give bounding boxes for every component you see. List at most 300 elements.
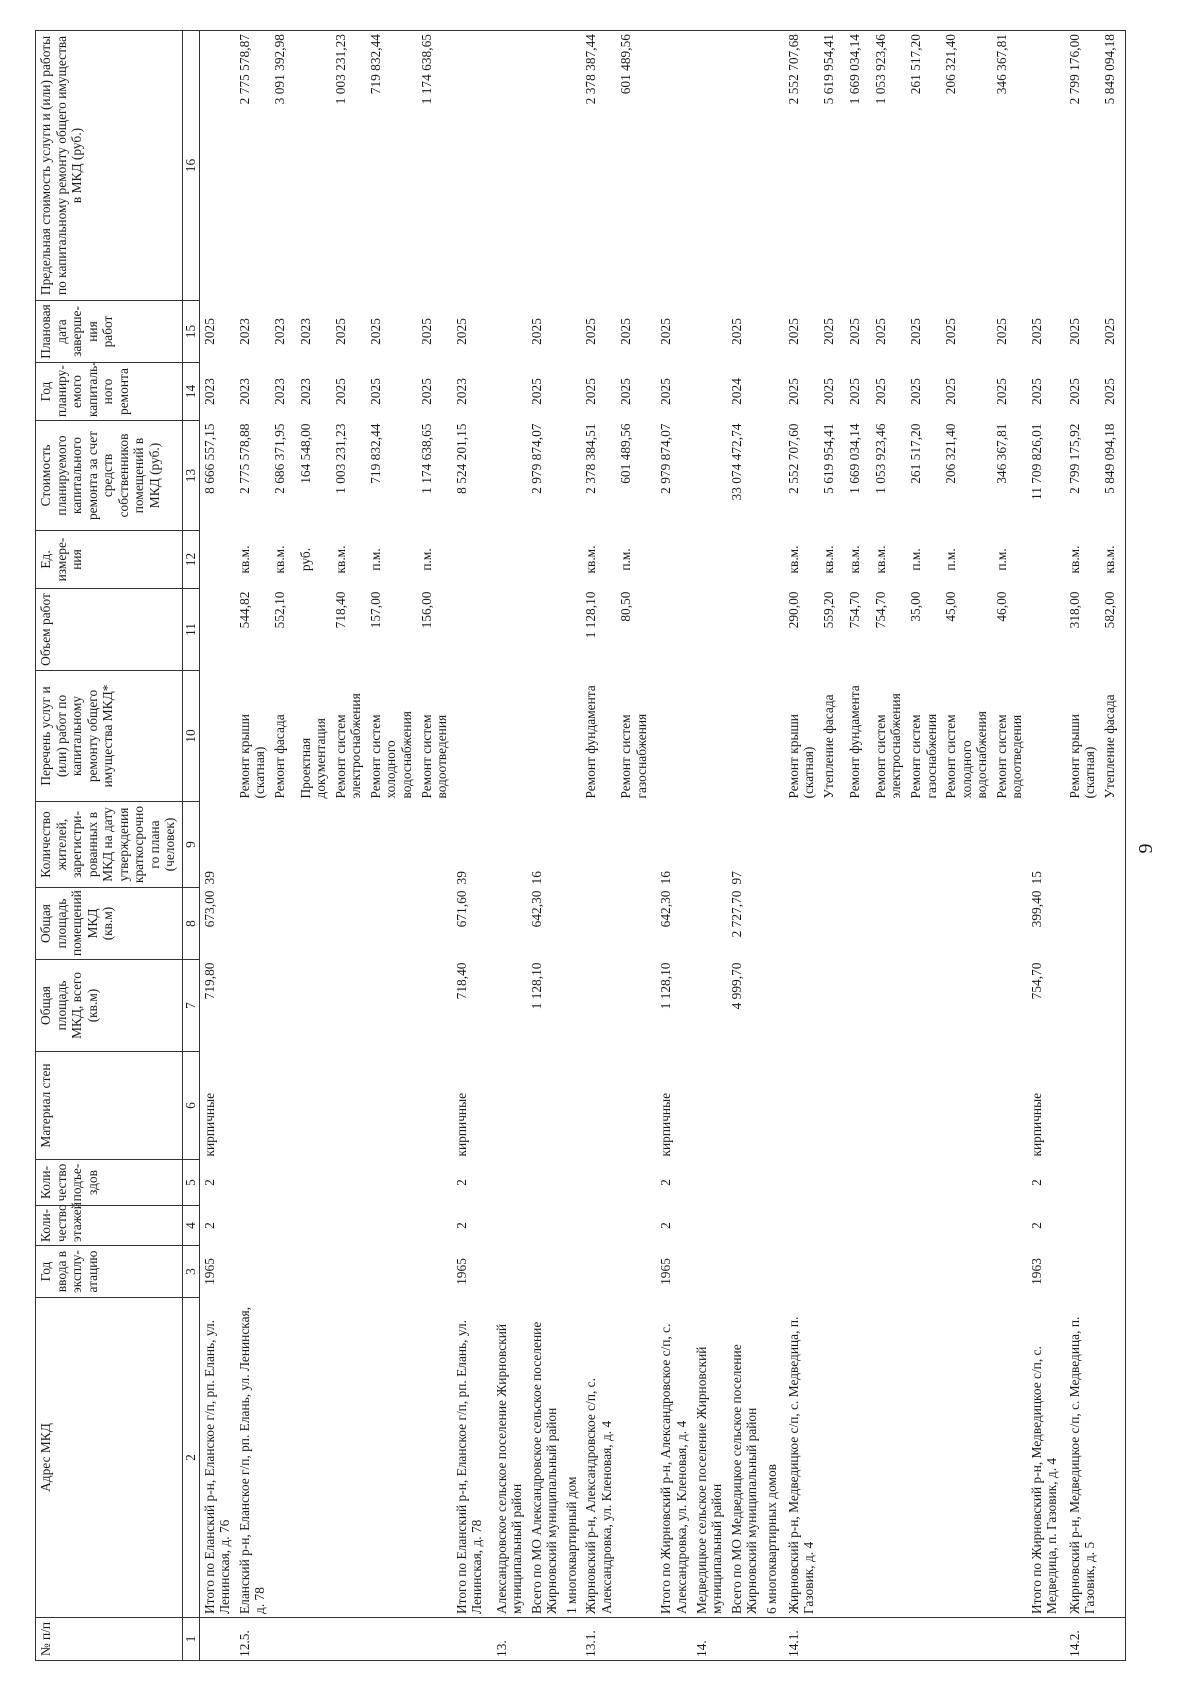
year-built: [845, 1246, 871, 1298]
planned-cost: 2 979 874,07: [528, 423, 544, 494]
total-area: [562, 960, 582, 1052]
entrances: [871, 1160, 906, 1206]
year-built: [871, 1246, 906, 1298]
completion-date: 2023: [236, 318, 252, 345]
residents: [819, 802, 845, 888]
max-cost: 5 619 954,41: [819, 31, 845, 301]
planned-cost: [762, 421, 784, 531]
floors: 2: [1028, 1222, 1044, 1229]
completion-date: 2025: [1028, 318, 1044, 345]
unit: [656, 531, 691, 589]
planned-year: 2025: [528, 378, 544, 405]
table-row: [1100, 31, 1126, 1661]
year-built: [692, 1246, 727, 1298]
column-header: Количество жителей, зарегистри-рованных в МКД на дату утверждения краткосрочно го плана (человек): [36, 802, 183, 888]
column-header: Год планиру-емого капиталь-ного ремонта: [36, 363, 183, 421]
total-area: [992, 960, 1027, 1052]
rooms-area: [616, 888, 656, 960]
column-header: № п/п: [36, 1618, 183, 1661]
work-volume: [527, 589, 562, 671]
completion-date: 2025: [583, 318, 599, 345]
address: [941, 1298, 992, 1618]
rooms-area: [762, 888, 784, 960]
work-volume: 1 128,10: [583, 591, 599, 639]
work-volume: 718,40: [332, 591, 348, 629]
unit: [727, 531, 762, 589]
column-header: Адрес МКД: [36, 1298, 183, 1618]
planned-cost: 719 832,44: [367, 423, 383, 484]
wall-material: [692, 1052, 727, 1160]
total-area: [417, 960, 452, 1052]
unit: п.м.: [943, 548, 959, 571]
max-cost: 5 849 094,18: [1100, 31, 1126, 301]
work-volume: 754,70: [872, 591, 888, 629]
floors: [1065, 1206, 1100, 1246]
row-number: [845, 1618, 871, 1661]
work-volume: 754,70: [846, 591, 862, 629]
planned-year: 2025: [658, 378, 674, 405]
year-built: [562, 1246, 582, 1298]
wall-material: [992, 1052, 1027, 1160]
unit: кв.м.: [820, 545, 836, 574]
work-type: [656, 671, 691, 802]
work-type: Ремонт систем водоотведения: [418, 714, 450, 799]
entrances: [296, 1160, 331, 1206]
planned-year: 2025: [1100, 363, 1126, 421]
residents: [270, 802, 296, 888]
wall-material: [235, 1052, 270, 1160]
wall-material: кирпичные: [453, 1092, 469, 1157]
work-volume: [727, 589, 762, 671]
total-area: [581, 960, 616, 1052]
max-cost: 1 669 034,14: [845, 31, 871, 301]
year-built: [616, 1246, 656, 1298]
rooms-area: [331, 888, 366, 960]
rooms-area: [871, 888, 906, 960]
table-row: [527, 31, 562, 1661]
entrances: [819, 1160, 845, 1206]
work-type: [199, 671, 235, 802]
total-area: [366, 960, 417, 1052]
completion-date: 2023: [297, 318, 313, 345]
planned-cost: 2 775 578,88: [236, 423, 252, 494]
rooms-area: [819, 888, 845, 960]
row-number: [331, 1618, 366, 1661]
address: [819, 1298, 845, 1618]
entrances: [941, 1160, 992, 1206]
entrances: [692, 1160, 727, 1206]
unit: [527, 531, 562, 589]
row-number: [819, 1618, 845, 1661]
column-header: Год ввода в эксплу-атацию: [36, 1246, 183, 1298]
floors: 2: [658, 1222, 674, 1229]
completion-date: 2025: [658, 318, 674, 345]
rooms-area: [417, 888, 452, 960]
max-cost: 601 489,56: [616, 31, 656, 301]
table-row: [784, 31, 819, 1661]
entrances: [727, 1160, 762, 1206]
rooms-area: [235, 888, 270, 960]
column-number: 5: [183, 1160, 200, 1206]
residents: [762, 802, 784, 888]
year-built: [992, 1246, 1027, 1298]
residents: [296, 802, 331, 888]
address: Всего по МО Александровское сельское поселение Жирновский муниципальный район: [527, 1298, 562, 1618]
max-cost: [452, 31, 492, 301]
total-area: 719,80: [201, 962, 217, 1000]
work-volume: 552,10: [271, 591, 287, 629]
work-volume: 157,00: [367, 591, 383, 629]
floors: [1100, 1206, 1126, 1246]
total-area: [784, 960, 819, 1052]
address: 6 многоквартирных домов: [762, 1298, 784, 1618]
table-row: [762, 31, 784, 1661]
unit: кв.м.: [271, 545, 287, 574]
year-built: [366, 1246, 417, 1298]
planned-year: [492, 363, 527, 421]
completion-date: 2025: [332, 318, 348, 345]
address: Итого по Еланский р-н, Еланское г/п, рп. Елань, ул. Ленинская, д. 78: [452, 1298, 492, 1618]
completion-date: [692, 301, 727, 363]
max-cost: 2 552 707,68: [784, 31, 819, 301]
planned-cost: 5 849 094,18: [1100, 421, 1126, 531]
total-area: [270, 960, 296, 1052]
planned-year: 2024: [728, 378, 744, 405]
max-cost: 1 003 231,23: [331, 31, 366, 301]
total-area: [296, 960, 331, 1052]
entrances: [562, 1160, 582, 1206]
year-built: [527, 1246, 562, 1298]
wall-material: [1065, 1052, 1100, 1160]
rooms-area: 671,60: [453, 890, 469, 928]
entrances: 2: [201, 1179, 217, 1186]
planned-year: 2025: [872, 378, 888, 405]
entrances: [366, 1160, 417, 1206]
column-header: Перечень услуг и (или) работ по капитальному ремонту общего имущества МКД*: [36, 671, 183, 802]
table-row: [417, 31, 452, 1661]
rooms-area: [906, 888, 941, 960]
address: [417, 1298, 452, 1618]
work-volume: 290,00: [785, 591, 801, 629]
max-cost: 3 091 392,98: [270, 31, 296, 301]
residents: 39: [453, 871, 469, 885]
table-row: [819, 31, 845, 1661]
completion-date: 2025: [1100, 301, 1126, 363]
max-cost: 1 053 923,46: [871, 31, 906, 301]
max-cost: 2 799 176,00: [1065, 31, 1100, 301]
rooms-area: [1065, 888, 1100, 960]
residents: 39: [201, 871, 217, 885]
table-row: [692, 31, 727, 1661]
table-row: [452, 31, 492, 1661]
planned-cost: 2 979 874,07: [658, 423, 674, 494]
wall-material: [819, 1052, 845, 1160]
column-number: 13: [183, 421, 200, 531]
unit: [692, 531, 727, 589]
column-number: 12: [183, 531, 200, 589]
floors: [296, 1206, 331, 1246]
address: [845, 1298, 871, 1618]
completion-date: 2025: [528, 318, 544, 345]
floors: [819, 1206, 845, 1246]
wall-material: [492, 1052, 527, 1160]
column-header: Плановая дата заверше-ния работ: [36, 301, 183, 363]
total-area: [906, 960, 941, 1052]
table-row: [1027, 31, 1065, 1661]
floors: [871, 1206, 906, 1246]
column-number: 11: [183, 589, 200, 671]
completion-date: 2025: [872, 318, 888, 345]
column-number: 9: [183, 802, 200, 888]
entrances: [417, 1160, 452, 1206]
rooms-area: [692, 888, 727, 960]
max-cost: 2 378 387,44: [581, 31, 616, 301]
wall-material: [871, 1052, 906, 1160]
total-area: [331, 960, 366, 1052]
row-number: [562, 1618, 582, 1661]
planned-cost: 33 074 472,74: [728, 423, 744, 501]
entrances: [845, 1160, 871, 1206]
address: Итого по Жирновский р-н, Александровское с/п, с. Александровка, ул. Кленовая, д. 4: [656, 1298, 691, 1618]
planned-year: 2025: [1066, 378, 1082, 405]
work-type: Ремонт систем холодного водоснабжения: [943, 711, 990, 799]
residents: [417, 802, 452, 888]
completion-date: 2025: [820, 318, 836, 345]
max-cost: [727, 31, 762, 301]
year-built: 1963: [1028, 1258, 1044, 1285]
table-row: [871, 31, 906, 1661]
unit: [492, 531, 527, 589]
work-volume: [656, 589, 691, 671]
residents: [616, 802, 656, 888]
address: [270, 1298, 296, 1618]
total-area: 1 128,10: [528, 962, 544, 1010]
table-row: [845, 31, 871, 1661]
planned-cost: 11 709 826,01: [1028, 423, 1044, 500]
column-header: Общая площадь помещений МКД (кв.м): [36, 888, 183, 960]
work-type: Ремонт систем газоснабжения: [907, 713, 939, 799]
work-type: Ремонт фундамента: [583, 685, 599, 799]
entrances: [762, 1160, 784, 1206]
entrances: 2: [658, 1179, 674, 1186]
residents: [581, 802, 616, 888]
entrances: [270, 1160, 296, 1206]
unit: п.м.: [367, 548, 383, 571]
floors: [417, 1206, 452, 1246]
total-area: [941, 960, 992, 1052]
column-number: 16: [183, 31, 200, 301]
planned-year: 2023: [271, 378, 287, 405]
address: Итого по Еланский р-н, Еланское г/п, рп. Елань, ул. Ленинская, д. 76: [199, 1298, 235, 1618]
column-number: 7: [183, 960, 200, 1052]
residents: 15: [1028, 871, 1044, 885]
planned-cost: 346 367,81: [993, 423, 1009, 484]
column-number: 15: [183, 301, 200, 363]
floors: [845, 1206, 871, 1246]
work-volume: [296, 589, 331, 671]
planned-year: 2025: [907, 378, 923, 405]
planned-year: 2025: [993, 378, 1009, 405]
floors: [527, 1206, 562, 1246]
table-row: [296, 31, 331, 1661]
address: [616, 1298, 656, 1618]
wall-material: кирпичные: [658, 1092, 674, 1157]
entrances: [581, 1160, 616, 1206]
planned-cost: 1 003 231,23: [332, 423, 348, 494]
unit: [1027, 531, 1065, 589]
planned-year: 2023: [236, 378, 252, 405]
work-type: [562, 671, 582, 802]
row-number: 14.2.: [1065, 1618, 1100, 1661]
completion-date: 2025: [907, 318, 923, 345]
row-number: [727, 1618, 762, 1661]
work-type: Ремонт крыши (скатная): [1066, 714, 1098, 799]
total-area: 4 999,70: [728, 962, 744, 1010]
residents: [871, 802, 906, 888]
work-volume: [692, 589, 727, 671]
completion-date: 2025: [201, 318, 217, 345]
table-row: [941, 31, 992, 1661]
table-row: [235, 31, 270, 1661]
completion-date: [762, 301, 784, 363]
rooms-area: 642,30: [528, 890, 544, 928]
year-built: [784, 1246, 819, 1298]
unit: кв.м.: [785, 545, 801, 574]
row-number: [417, 1618, 452, 1661]
max-cost: 1 174 638,65: [417, 31, 452, 301]
planned-cost: 1 174 638,65: [418, 423, 434, 494]
year-built: [270, 1246, 296, 1298]
entrances: [1065, 1160, 1100, 1206]
address: 1 многоквартирный дом: [562, 1298, 582, 1618]
total-area: 1 128,10: [658, 962, 674, 1010]
rooms-area: [941, 888, 992, 960]
wall-material: кирпичные: [201, 1092, 217, 1157]
column-header: Стоимость планируемого капитального ремонта за счет средств собственников помещений в МКД (руб.): [36, 421, 183, 531]
unit: п.м.: [993, 548, 1009, 571]
year-built: [417, 1246, 452, 1298]
unit: кв.м.: [846, 545, 862, 574]
work-volume: 80,50: [618, 591, 634, 622]
completion-date: [562, 301, 582, 363]
table-row: [562, 31, 582, 1661]
row-number: 14.: [692, 1618, 727, 1661]
work-volume: [1027, 589, 1065, 671]
work-type: Проектная документация: [297, 718, 329, 799]
planned-cost: 206 321,40: [943, 423, 959, 484]
floors: [616, 1206, 656, 1246]
work-type: Утепление фасада: [1100, 671, 1126, 802]
unit: [452, 531, 492, 589]
wall-material: [906, 1052, 941, 1160]
planned-year: [562, 363, 582, 421]
entrances: [784, 1160, 819, 1206]
planned-year: 2025: [943, 378, 959, 405]
wall-material: [762, 1052, 784, 1160]
row-number: [941, 1618, 992, 1661]
planned-cost: 2 686 371,95: [271, 423, 287, 494]
residents: [906, 802, 941, 888]
planned-cost: 8 524 201,15: [453, 423, 469, 494]
floors: [692, 1206, 727, 1246]
wall-material: [527, 1052, 562, 1160]
work-volume: 156,00: [418, 591, 434, 629]
wall-material: [331, 1052, 366, 1160]
wall-material: [941, 1052, 992, 1160]
wall-material: [1100, 1052, 1126, 1160]
unit: кв.м.: [236, 545, 252, 574]
completion-date: 2025: [453, 318, 469, 345]
work-volume: 46,00: [993, 591, 1009, 622]
address: Жирновский р-н, Медведицкое с/п, с. Медведица, п. Газовик, д. 5: [1065, 1298, 1100, 1618]
total-area: [492, 960, 527, 1052]
entrances: [1100, 1160, 1126, 1206]
entrances: [992, 1160, 1027, 1206]
row-number: 13.: [492, 1618, 527, 1661]
work-type: [692, 671, 727, 802]
rooms-area: [784, 888, 819, 960]
floors: [784, 1206, 819, 1246]
address: Еланский р-н, Еланское г/п, рп. Елань, ул. Ленинская, д. 78: [235, 1298, 270, 1618]
total-area: [845, 960, 871, 1052]
rooms-area: [492, 888, 527, 960]
residents: [562, 802, 582, 888]
row-number: [871, 1618, 906, 1661]
floors: [992, 1206, 1027, 1246]
floors: [235, 1206, 270, 1246]
floors: [270, 1206, 296, 1246]
table-row: [616, 31, 656, 1661]
page-number: 9: [1135, 843, 1157, 854]
work-type: Ремонт крыши (скатная): [236, 714, 268, 799]
residents: 16: [528, 871, 544, 885]
total-area: [762, 960, 784, 1052]
unit: кв.м.: [583, 545, 599, 574]
completion-date: [492, 301, 527, 363]
residents: [492, 802, 527, 888]
year-built: [819, 1246, 845, 1298]
max-cost: [296, 31, 331, 301]
work-volume: 582,00: [1100, 589, 1126, 671]
rooms-area: 642,30: [658, 890, 674, 928]
column-number: 2: [183, 1298, 200, 1618]
total-area: [235, 960, 270, 1052]
residents: [941, 802, 992, 888]
row-number: [762, 1618, 784, 1661]
completion-date: 2025: [846, 318, 862, 345]
planned-cost: 8 666 557,15: [201, 423, 217, 494]
planned-cost: 2 799 175,92: [1066, 423, 1082, 494]
planned-cost: 1 669 034,14: [846, 423, 862, 494]
address: Жирновский р-н, Александровское с/п, с. Александровка, ул. Кленовая, д. 4: [581, 1298, 616, 1618]
work-type: [452, 671, 492, 802]
work-type: [527, 671, 562, 802]
rooms-area: 673,00: [201, 890, 217, 928]
residents: [1100, 802, 1126, 888]
max-cost: 2 775 578,87: [235, 31, 270, 301]
work-volume: 318,00: [1066, 591, 1082, 629]
max-cost: 346 367,81: [992, 31, 1027, 301]
address: Медведицкое сельское поселение Жирновский муниципальный район: [692, 1298, 727, 1618]
planned-year: [762, 363, 784, 421]
max-cost: [692, 31, 727, 301]
row-number: [366, 1618, 417, 1661]
wall-material: кирпичные: [1028, 1092, 1044, 1157]
work-volume: 35,00: [907, 591, 923, 622]
column-header: Ед. измере-ния: [36, 531, 183, 589]
completion-date: 2025: [1066, 318, 1082, 345]
planned-year: [692, 363, 727, 421]
